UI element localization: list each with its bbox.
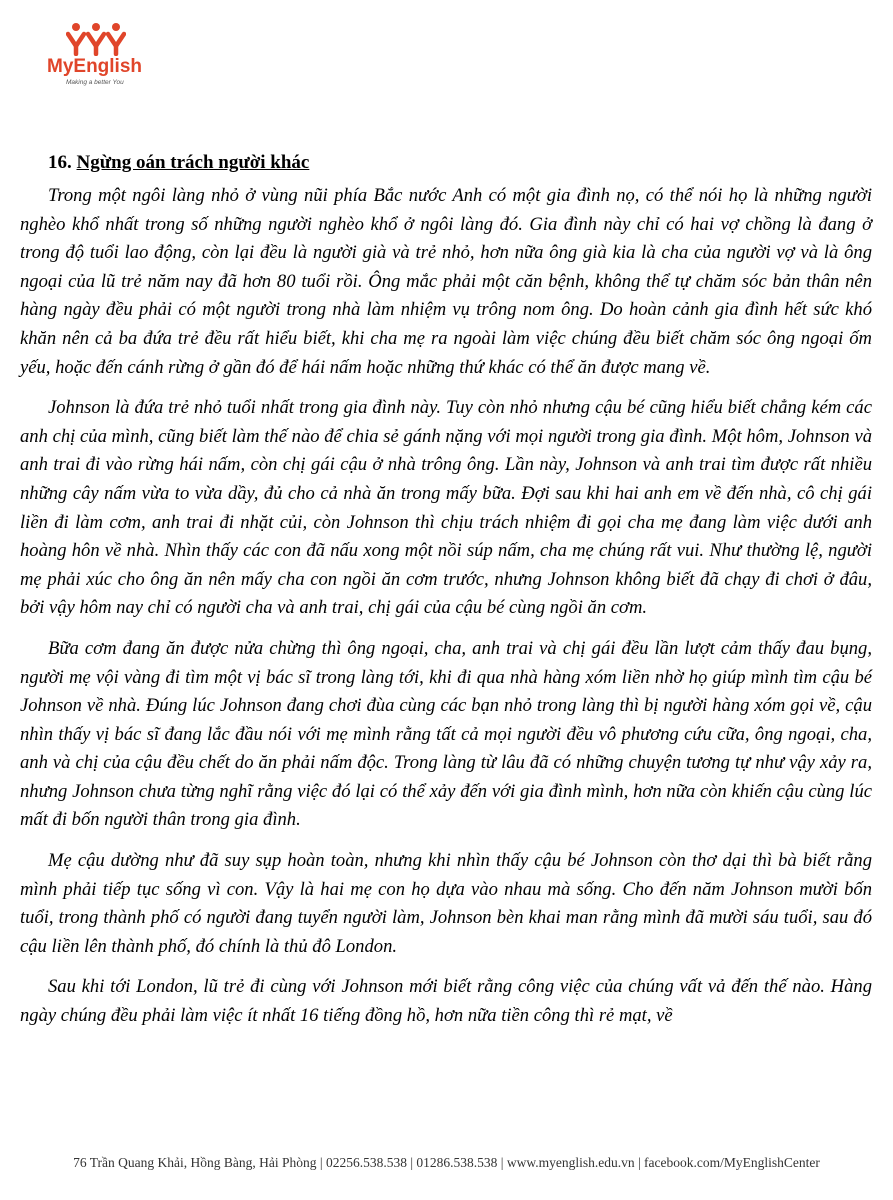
paragraph-1: Trong một ngôi làng nhỏ ở vùng nũi phía Bắc nước Anh có một gia đình nọ, có thể nói họ là những người nghèo khổ nhất trong số những người nghèo khổ ở ngôi làng đó. Gia đình này chỉ có hai vợ chồng là đang ở trong độ tuổi lao động, còn lại đều là người già và trẻ nhỏ, hơn nữa ông già kia là cha của người vợ và là ông ngoại của lũ trẻ năm nay đã hơn 80 tuổi rồi. Ông mắc phải một căn bệnh, không thể tự chăm sóc bản thân nên hàng ngày đều phải có một người trong nhà làm nhiệm vụ trông nom ông. Do hoàn cảnh gia đình hết sức khó khăn nên cả ba đứa trẻ đều rất hiểu biết, khi cha mẹ ra ngoài làm việc chúng đều biết chăm sóc ông ngoại ốm yếu, hoặc đến cánh rừng ở gần đó để hái nấm hoặc những thứ khác có thể ăn được mang về. [20,185,872,378]
document-body [20,150,872,1043]
section-number: 16. [48,152,72,173]
paragraph-5: Sau khi tới London, lũ trẻ đi cùng với Johnson mới biết rằng công việc của chúng vất vả đến thế nào. Hàng ngày chúng đều phải làm việc ít nhất 16 tiếng đồng hồ, hơn nữa tiền công thì rẻ mạt, về [20,976,872,1027]
brand-logo [44,20,154,88]
paragraph-3: Bữa cơm đang ăn được nửa chừng thì ông ngoại, cha, anh trai và chị gái đều lần lượt cảm thấy đau bụng, người mẹ vội vàng đi tìm một vị bác sĩ trong làng tới, khi đi qua nhà hàng xóm liền nhờ họ giúp mình tìm cậu bé Johnson về nhà. Đúng lúc Johnson đang chơi đùa cùng các bạn nhỏ trong làng thì bị người hàng xóm gọi về, cậu nhìn thấy vị bác sĩ đang lắc đầu nói với mẹ mình rằng tất cả mọi người đều vô phương cứu cữa, ông ngoại, cha, anh và chị của cậu đều chết do ăn phải nấm độc. Trong làng từ lâu đã có những chuyện tương tự như vậy xảy ra, nhưng Johnson chưa từng nghĩ rằng việc đó lại có thể xảy đến với gia đình mình, hơn nữa còn khiến cậu cùng lúc mất đi bốn người thân trong gia đình. [20,637,872,831]
section-title: Ngừng oán trách người khác [76,152,310,173]
section-heading [48,150,872,176]
logo-figures-icon [66,22,126,56]
page-footer: 76 Trần Quang Khải, Hồng Bàng, Hải Phòng | 02256.538.538 | 01286.538.538 | www.myenglish.edu.vn | facebook.com/MyEnglishCenter [73,1155,820,1170]
logo-name: MyEnglish [47,56,143,77]
paragraph-2: Johnson là đứa trẻ nhỏ tuổi nhất trong gia đình này. Tuy còn nhỏ nhưng cậu bé cũng hiểu biết chẳng kém các anh chị của mình, cũng biết làm thế nào để chia sẻ gánh nặng với mọi người trong gia đình. Một hôm, Johnson và anh trai đi vào rừng hái nấm, còn chị gái cậu ở nhà trông ông. Lần này, Johnson và anh trai tìm được rất nhiều những cây nấm vừa to vừa dầy, đủ cho cả nhà ăn trong mấy bữa. Đợi sau khi hai anh em về đến nhà, cô chị gái liền đi làm cơm, anh trai đi nhặt củi, còn Johnson thì chịu trách nhiệm đi gọi cha mẹ đang làm việc dưới anh hoàng hôn về nhà. Nhìn thấy các con đã nấu xong một nồi súp nấm, cha mẹ chúng rất vui. Như thường lệ, người mẹ phải xúc cho ông ăn nên mấy cha con ngồi ăn cơm trước, nhưng Johnson không biết đã chạy đi chơi ở đâu, bởi vậy hôm nay chỉ có người cha và anh trai, chị gái của cậu bé cùng ngồi ăn cơm. [20,397,872,619]
logo-tagline: Making a better You [66,79,124,86]
paragraph-4: Mẹ cậu dường như đã suy sụp hoàn toàn, nhưng khi nhìn thấy cậu bé Johnson còn thơ dại thì bà biết rằng mình phải tiếp tục sống vì con. Vậy là hai mẹ con họ dựa vào nhau mà sống. Cho đến năm Johnson mười bốn tuổi, trong thành phố có người đang tuyển người làm, Johnson bèn khai man rằng mình đã mười sáu tuổi, sau đó cậu liền lên thành phố, đó chính là thủ đô London. [20,850,872,957]
